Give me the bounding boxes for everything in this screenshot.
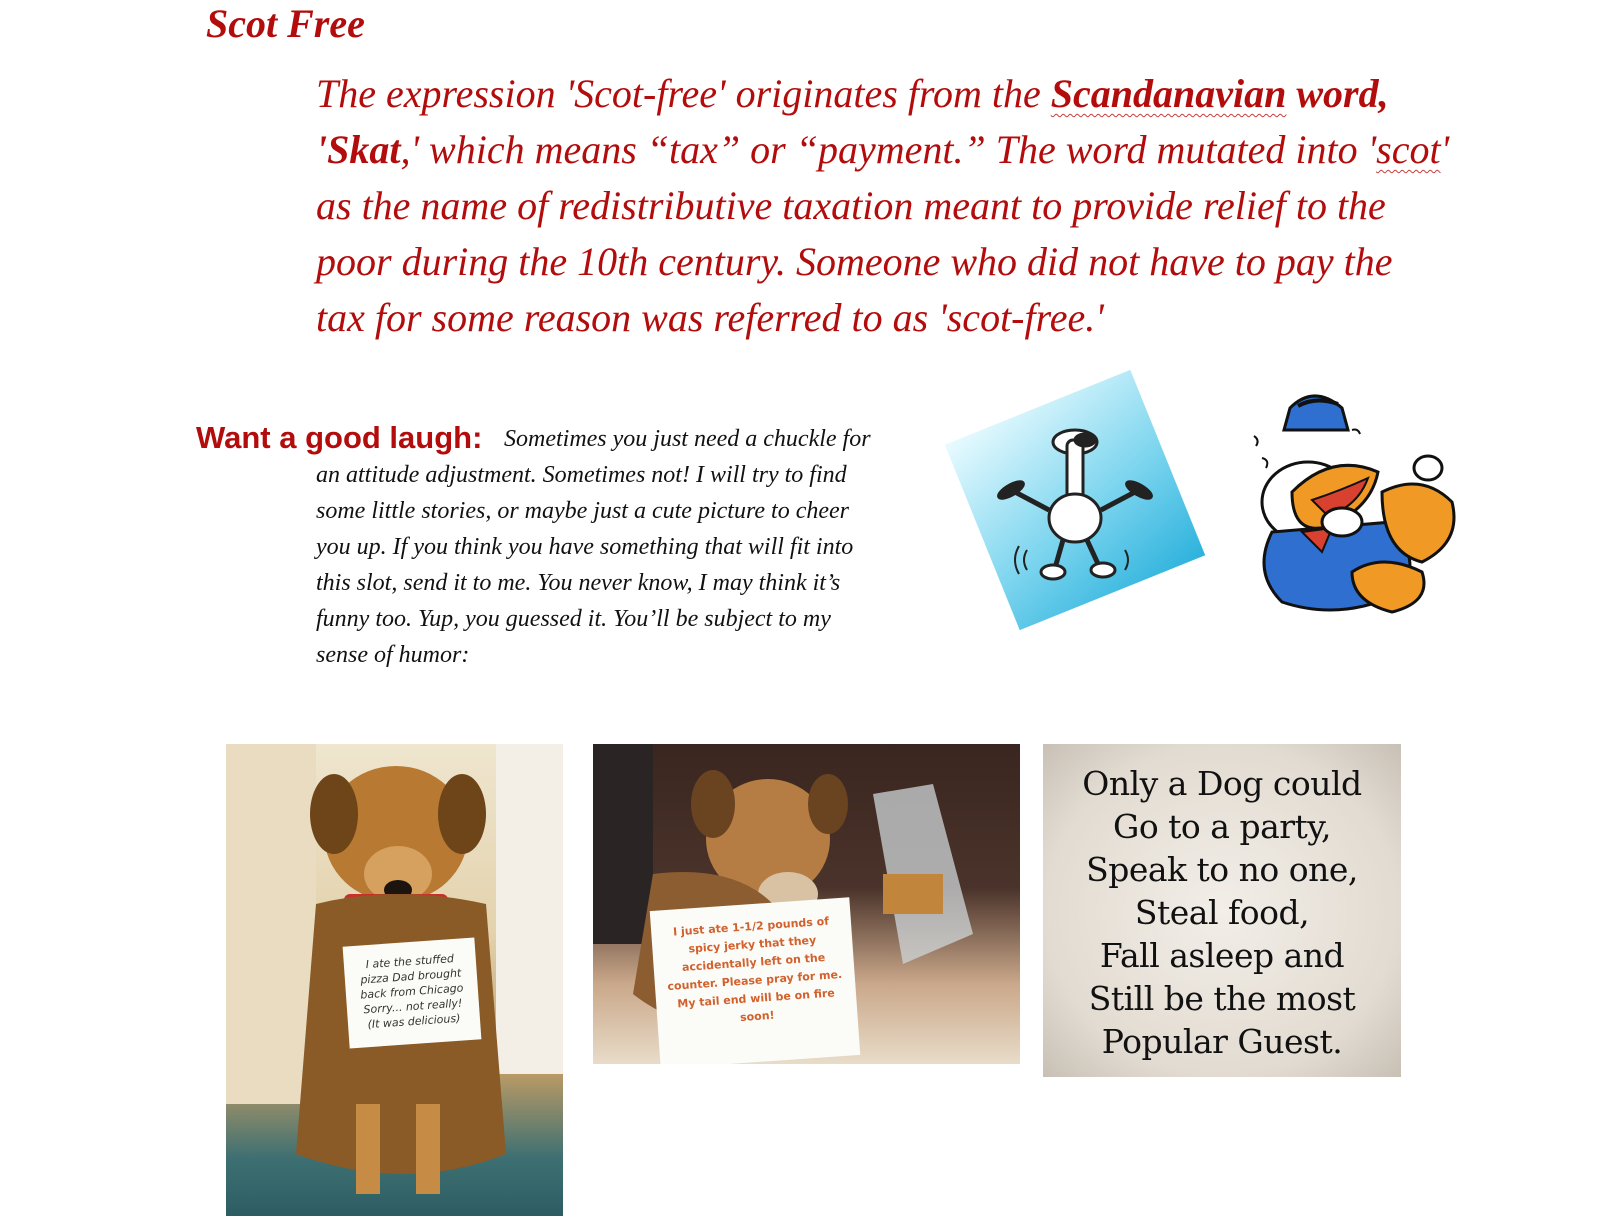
scot-word: scot [1376, 127, 1441, 172]
towel-line: Steal food, [1134, 893, 1310, 932]
intro-line-3: as the name of redistributive taxation meant to provide relief to the [316, 183, 1386, 228]
intro-line-1 [316, 66, 1556, 122]
towel-embroidery [1043, 762, 1401, 1063]
sign-line: My tail end will be on fire [676, 986, 836, 1011]
sign-line: accidentally left on the [681, 951, 826, 975]
sign-line: Sorry... not really! [363, 996, 463, 1017]
laugh-line: some little stories, or maybe just a cute picture to cheer [316, 498, 850, 524]
laugh-paragraph [316, 421, 946, 673]
intro-line-2 [316, 122, 1556, 178]
dog-sign-1 [343, 938, 482, 1049]
sign-line: I just ate 1-1/2 pounds of [672, 914, 830, 939]
sign-line: I ate the stuffed [365, 952, 455, 972]
intro-text-bold: word, [1286, 71, 1389, 116]
intro-text: ' [1440, 127, 1450, 172]
scandanavian-word: Scandanavian [1050, 71, 1287, 116]
sign-line: soon! [739, 1008, 775, 1025]
donald-duck-image [1232, 382, 1492, 622]
laugh-line: an attitude adjustment. Sometimes not! I will try to find [316, 462, 847, 488]
embroidered-towel-photo [1043, 744, 1401, 1077]
towel-line: Speak to no one, [1086, 850, 1358, 889]
laugh-line: sense of humor: [316, 642, 470, 668]
page-title: Scot Free [206, 1, 365, 46]
laugh-line: you up. If you think you have something that will fit into [316, 534, 854, 560]
sign-line: counter. Please pray for me. [667, 967, 843, 994]
intro-line-4: poor during the 10th century. Someone who did not have to pay the [316, 239, 1393, 284]
dog-shaming-photo-1 [226, 744, 563, 1216]
intro-text: The expression 'Scot-free' originates from the [316, 71, 1051, 116]
dog-shaming-photo-2 [593, 744, 1020, 1064]
towel-line: Fall asleep and [1099, 936, 1345, 975]
laugh-line: funny too. Yup, you guessed it. You’ll be subject to my [316, 606, 831, 632]
snoopy-image [945, 370, 1205, 630]
laugh-heading: Want a good laugh: [196, 420, 483, 455]
intro-paragraph [316, 66, 1556, 346]
sign-line: (It was delicious) [367, 1011, 461, 1032]
skat-word: 'Skat [316, 127, 401, 172]
sign-line: back from Chicago [359, 981, 464, 1002]
intro-text: ,' which means “tax” or “payment.” The word mutated into ' [400, 127, 1377, 172]
towel-line: Go to a party, [1112, 807, 1332, 846]
towel-line: Popular Guest. [1101, 1022, 1343, 1061]
towel-line: Still be the most [1088, 979, 1356, 1018]
sign-line: spicy jerky that they [688, 933, 817, 956]
sign-line: pizza Dad brought [360, 966, 462, 987]
intro-line-5: tax for some reason was referred to as 'scot-free.' [316, 295, 1104, 340]
snoopy-illustration [945, 370, 1205, 630]
towel-line: Only a Dog could [1082, 764, 1362, 803]
dog-sign-2 [650, 897, 861, 1064]
laugh-line: this slot, send it to me. You never know, I may think it’s [316, 570, 841, 596]
laugh-line: Sometimes you just need a chuckle for [504, 426, 871, 452]
donald-duck-illustration [1232, 382, 1492, 622]
